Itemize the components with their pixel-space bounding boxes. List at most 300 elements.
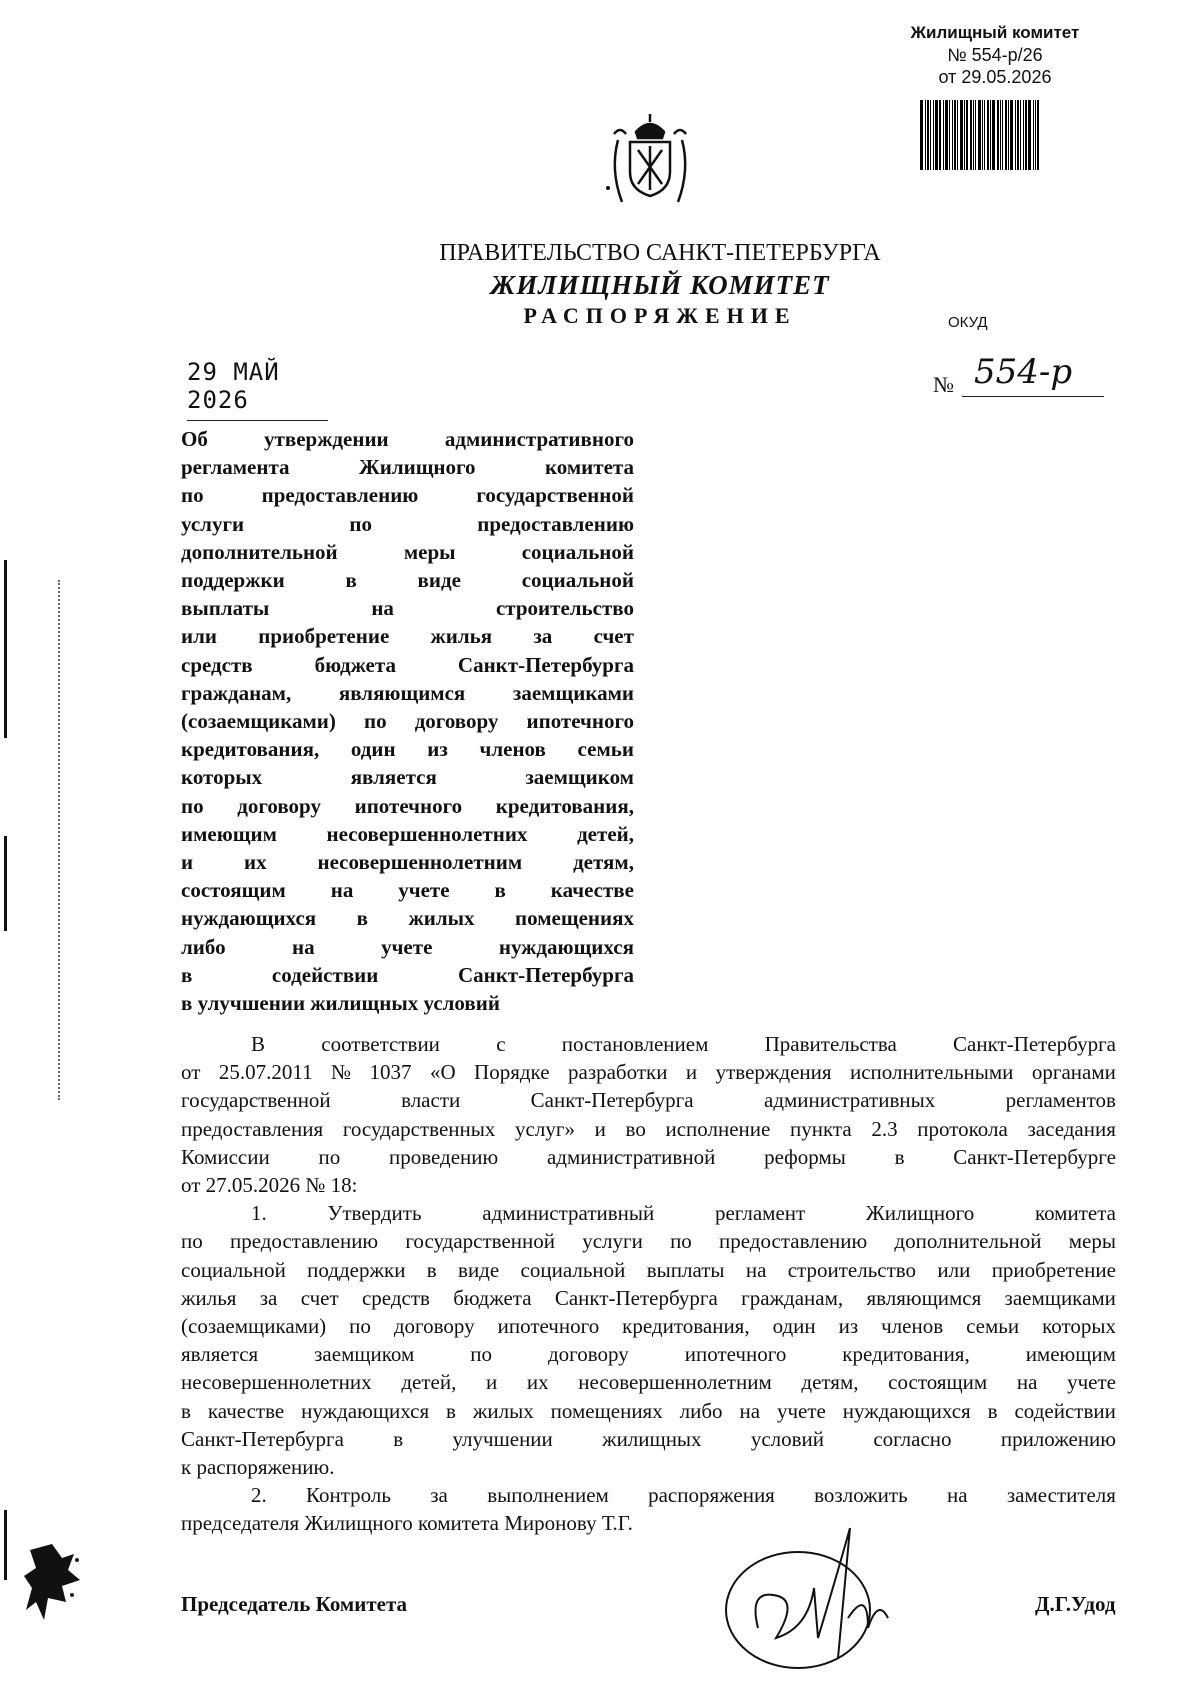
body-word: административный — [482, 1201, 655, 1226]
registration-stamp — [880, 22, 1110, 88]
body-word: в — [987, 1398, 998, 1423]
title-word: являющимся — [338, 680, 466, 705]
body-word: виде — [458, 1257, 500, 1282]
title-word: приобретение — [258, 624, 390, 649]
body-word: Порядке — [474, 1060, 550, 1085]
title-word: (созаемщиками) — [181, 709, 336, 734]
title-word: или — [181, 624, 217, 649]
title-word: несовершеннолетних — [326, 821, 528, 846]
title-word: помещениях — [515, 906, 634, 931]
title-word: заемщиками — [512, 680, 634, 705]
barcode-bar — [943, 100, 944, 170]
government-heading: ПРАВИТЕЛЬСТВО САНКТ-ПЕТЕРБУРГА — [439, 240, 881, 266]
title-word: в — [494, 878, 506, 903]
body-word: «О — [429, 1060, 456, 1085]
body-word: меры — [1068, 1229, 1116, 1254]
title-word: в — [345, 568, 357, 593]
body-line — [181, 1030, 1116, 1058]
body-word: исполнение — [665, 1116, 771, 1141]
barcode-bar — [1010, 100, 1013, 170]
body-line — [181, 1086, 1116, 1114]
document-title — [181, 425, 634, 1017]
body-word: заместителя — [1006, 1483, 1116, 1508]
barcode-bar — [1017, 100, 1019, 170]
body-word: за — [430, 1483, 448, 1508]
body-word: пункта — [790, 1116, 852, 1141]
coat-of-arms-icon — [600, 110, 700, 210]
body-word: в — [894, 1144, 905, 1169]
title-word: поддержки — [181, 568, 285, 593]
title-word: Об — [181, 427, 208, 451]
body-word: средств — [361, 1285, 430, 1310]
body-word: Санкт-Петербурга — [953, 1032, 1116, 1056]
body-word: состоящим — [888, 1370, 988, 1395]
body-line — [181, 1425, 1116, 1453]
barcode-bar — [987, 100, 989, 170]
body-word: качестве — [207, 1398, 285, 1423]
barcode-bar — [1037, 100, 1039, 170]
title-word: ипотечного — [526, 709, 634, 734]
scan-edge-line — [4, 836, 7, 931]
body-word: выполнением — [487, 1483, 609, 1508]
signatory-position: Председатель Комитета — [181, 1592, 408, 1616]
barcode-bar — [945, 100, 948, 170]
barcode-bar — [964, 100, 965, 170]
body-word: предоставлению — [719, 1229, 868, 1254]
body-word: кредитования, — [622, 1314, 750, 1339]
barcode-bar — [992, 100, 995, 170]
body-word: согласно — [873, 1426, 952, 1451]
handwritten-signature — [718, 1518, 918, 1678]
title-word: в — [181, 962, 193, 987]
title-line — [181, 735, 634, 763]
barcode-bar — [978, 100, 981, 170]
body-word: несовершеннолетних — [181, 1370, 372, 1395]
body-line — [181, 1143, 1116, 1171]
barcode-bar — [949, 100, 950, 170]
title-line — [181, 763, 634, 791]
barcode-bar — [933, 100, 934, 170]
title-word: в — [356, 906, 368, 931]
body-word: помещениях — [550, 1398, 663, 1423]
body-word: договору — [393, 1314, 475, 1339]
title-line — [181, 961, 634, 989]
title-word: Санкт-Петербурга — [457, 962, 634, 987]
title-word: в улучшении жилищных условий — [181, 991, 500, 1016]
title-word: гражданам, — [181, 680, 292, 705]
barcode-bar — [990, 100, 991, 170]
title-word: имеющим — [181, 821, 277, 846]
barcode-bar — [920, 100, 923, 170]
barcode-bar — [1005, 100, 1007, 170]
body-word: предоставлению — [229, 1229, 379, 1254]
title-word: по — [181, 793, 204, 818]
body-word: бюджета — [453, 1285, 532, 1310]
body-word: председателя Жилищного комитета Миронову Т.Г. — [181, 1511, 633, 1536]
body-word: протокола — [917, 1116, 1008, 1141]
body-word: по — [181, 1229, 203, 1254]
body-word: гражданам, — [741, 1285, 844, 1310]
body-word: либо — [679, 1398, 723, 1423]
body-word: регламент — [714, 1201, 806, 1226]
scan-edge-line — [4, 560, 7, 738]
title-word: за — [533, 624, 553, 649]
title-word: из — [427, 737, 448, 762]
body-word: учете — [1067, 1370, 1116, 1395]
body-word: Санкт-Петербурга — [530, 1088, 694, 1113]
body-word: заемщиком — [314, 1342, 415, 1367]
barcode-bar — [925, 100, 926, 170]
body-word: являющимся — [866, 1285, 982, 1310]
body-word: счет — [300, 1285, 339, 1310]
body-word: жилых — [472, 1398, 534, 1423]
body-line — [181, 1115, 1116, 1143]
barcode-bar — [1000, 100, 1001, 170]
body-word: из — [838, 1314, 859, 1339]
body-word: (созаемщиками) — [181, 1314, 327, 1339]
title-word: предоставлению — [261, 483, 419, 508]
scan-edge-line — [4, 1510, 7, 1580]
title-word: на — [330, 878, 354, 903]
title-word: является — [350, 765, 437, 790]
title-word: на — [292, 934, 315, 959]
body-word: 2. — [251, 1483, 267, 1508]
body-word: по — [670, 1229, 692, 1254]
title-word: комитета — [544, 455, 634, 480]
title-word: качестве — [550, 878, 634, 903]
body-word: 25.07.2011 — [218, 1060, 313, 1085]
body-word: государственной — [181, 1088, 331, 1113]
title-word: один — [350, 737, 396, 762]
barcode-bar — [939, 100, 941, 170]
title-line — [181, 933, 634, 961]
title-line — [181, 792, 634, 820]
body-word: разработки — [568, 1060, 668, 1085]
barcode-bar — [984, 100, 985, 170]
body-word: детей, — [401, 1370, 457, 1395]
body-word: Санкт-Петербурга — [181, 1426, 344, 1451]
title-word: по — [349, 511, 372, 536]
body-word: строительство — [787, 1257, 917, 1282]
body-line — [181, 1284, 1116, 1312]
body-line — [181, 1199, 1116, 1227]
body-word: на — [745, 1257, 767, 1282]
body-word: 1037 — [369, 1060, 412, 1085]
title-line — [181, 707, 634, 735]
body-word: государственных — [342, 1116, 496, 1141]
title-line — [181, 594, 634, 622]
title-word: жилья — [430, 624, 493, 649]
barcode-bar — [1002, 100, 1003, 170]
body-word: № — [331, 1060, 352, 1085]
stamp-date: от 29.05.2026 — [938, 67, 1052, 87]
body-word: и — [685, 1060, 698, 1085]
title-line — [181, 538, 634, 566]
title-word: бюджета — [314, 652, 396, 677]
document-number: 554-р — [962, 352, 1104, 397]
scan-blot — [22, 1540, 84, 1625]
body-word: соответствии — [321, 1032, 440, 1056]
body-word: в — [181, 1398, 191, 1423]
body-word: один — [772, 1314, 816, 1339]
title-word: ипотечного — [354, 793, 463, 818]
body-word: 2.3 — [871, 1116, 898, 1141]
barcode-bar — [997, 100, 999, 170]
body-word: членов — [881, 1314, 944, 1339]
barcode-bar — [1025, 100, 1027, 170]
body-line — [181, 1312, 1116, 1340]
body-word: детям, — [801, 1370, 859, 1395]
title-word: меры — [403, 539, 456, 564]
body-word: приобретение — [991, 1257, 1116, 1282]
barcode-bar — [970, 100, 972, 170]
body-word: на — [1016, 1370, 1038, 1395]
document-date: 29 МАЙ 2026 — [187, 358, 328, 421]
barcode-bar — [957, 100, 958, 170]
body-word: комитета — [1034, 1201, 1116, 1226]
title-word: нуждающихся — [498, 934, 634, 959]
body-word: услуги — [582, 1229, 643, 1254]
title-word: социальной — [521, 568, 634, 593]
body-word: кредитования, — [842, 1342, 970, 1367]
body-word: к распоряжению. — [181, 1455, 335, 1480]
body-word: договору — [548, 1342, 629, 1367]
barcode-bar — [1033, 100, 1034, 170]
body-word: регламентов — [1005, 1088, 1116, 1113]
body-line — [181, 1340, 1116, 1368]
title-line — [181, 481, 634, 509]
title-word: по — [181, 483, 204, 508]
title-word: утверждении — [264, 427, 389, 451]
body-word: является — [181, 1342, 259, 1367]
title-word: учете — [398, 878, 450, 903]
title-word: регламента — [181, 455, 290, 480]
committee-heading: ЖИЛИЩНЫЙ КОМИТЕТ — [490, 270, 830, 300]
stamp-number: № 554-р/26 — [947, 45, 1043, 65]
title-word: административного — [444, 427, 634, 451]
title-line — [181, 566, 634, 594]
body-word: и — [485, 1370, 498, 1395]
body-line — [181, 1256, 1116, 1284]
body-word: власти — [401, 1088, 461, 1113]
body-word: или — [937, 1257, 971, 1282]
body-word: распоряжения — [648, 1483, 775, 1508]
title-word: заемщиком — [525, 765, 634, 790]
title-word: на — [371, 596, 394, 621]
body-word: по — [470, 1342, 493, 1367]
barcode-bar — [1020, 100, 1021, 170]
body-word: проведению — [388, 1144, 499, 1169]
body-word: семьи — [966, 1314, 1020, 1339]
title-word: строительство — [495, 596, 634, 621]
body-word: улучшении — [452, 1426, 553, 1451]
title-line — [181, 651, 634, 679]
body-word: реформы — [764, 1144, 846, 1169]
title-word: жилых — [408, 906, 475, 931]
body-word: учете — [776, 1398, 826, 1423]
title-word: предоставлению — [477, 511, 634, 536]
title-word: семьи — [577, 737, 634, 762]
title-line — [181, 453, 634, 481]
barcode-bar — [982, 100, 983, 170]
body-word: утверждения — [715, 1060, 832, 1085]
barcode-bar — [952, 100, 953, 170]
body-line — [181, 1509, 1116, 1537]
title-line — [181, 510, 634, 538]
body-word: 1. — [251, 1201, 267, 1226]
title-word: договору — [414, 709, 499, 734]
body-word: услуг» — [515, 1116, 575, 1141]
body-word: по — [349, 1314, 371, 1339]
body-word: постановлением — [561, 1032, 709, 1056]
title-line — [181, 425, 634, 453]
title-word: состоящим — [181, 878, 286, 903]
body-word: содействии — [1014, 1398, 1116, 1423]
title-line — [181, 876, 634, 904]
body-word: в — [393, 1426, 404, 1451]
body-line — [181, 1171, 1116, 1199]
title-word: договору — [237, 793, 321, 818]
body-word: Санкт-Петербурге — [953, 1144, 1116, 1169]
title-word: услуги — [181, 511, 245, 536]
title-word: учете — [381, 934, 433, 959]
body-word: на — [946, 1483, 968, 1508]
barcode-icon — [920, 100, 1070, 170]
title-word: виде — [417, 568, 461, 593]
body-word: на — [739, 1398, 761, 1423]
body-line — [181, 1368, 1116, 1396]
title-word: содействии — [271, 962, 379, 987]
title-line — [181, 989, 634, 1017]
title-word: детей, — [577, 821, 634, 846]
body-word: предоставления — [181, 1116, 324, 1141]
body-line — [181, 1453, 1116, 1481]
barcode-bar — [1035, 100, 1036, 170]
body-word: административных — [764, 1088, 936, 1113]
title-line — [181, 622, 634, 650]
body-word: которых — [1042, 1314, 1116, 1339]
title-word: государственной — [476, 483, 634, 508]
body-word: заседания — [1027, 1116, 1116, 1141]
title-word: средств — [181, 652, 253, 677]
body-line — [181, 1397, 1116, 1425]
document-type: РАСПОРЯЖЕНИЕ — [523, 303, 797, 328]
body-line — [181, 1058, 1116, 1086]
body-word: от — [181, 1060, 201, 1085]
title-word: счет — [593, 624, 634, 649]
body-word: возложить — [814, 1483, 908, 1508]
title-line — [181, 679, 634, 707]
body-word: имеющим — [1025, 1342, 1116, 1367]
body-word: социальной — [520, 1257, 626, 1282]
title-word: по — [363, 709, 387, 734]
signatory-name: Д.Г.Удод — [1035, 1592, 1116, 1616]
barcode-bar — [954, 100, 956, 170]
body-word: Комиссии — [181, 1144, 270, 1169]
barcode-bar — [1023, 100, 1024, 170]
body-word: жилищных — [602, 1426, 702, 1451]
title-word: нуждающихся — [181, 906, 317, 931]
body-word: за — [259, 1285, 278, 1310]
body-word: Санкт-Петербурга — [554, 1285, 718, 1310]
barcode-bar — [927, 100, 929, 170]
body-line — [181, 1227, 1116, 1255]
body-word: ипотечного — [497, 1314, 600, 1339]
title-word: либо — [181, 934, 226, 959]
body-word: государственной — [405, 1229, 555, 1254]
body-word: в — [446, 1398, 456, 1423]
title-word: детям, — [573, 850, 634, 875]
body-word: с — [496, 1032, 506, 1056]
title-word: социальной — [521, 539, 634, 564]
title-word: кредитования, — [495, 793, 634, 818]
barcode-bar — [930, 100, 931, 170]
number-label: № — [933, 372, 954, 397]
title-word: которых — [181, 765, 263, 790]
body-word: Контроль — [306, 1483, 391, 1508]
body-word: выплаты — [646, 1257, 725, 1282]
barcode-bar — [960, 100, 963, 170]
body-word: и — [594, 1116, 606, 1141]
okud-label: ОКУД — [948, 314, 988, 331]
title-line — [181, 820, 634, 848]
body-word: Утвердить — [327, 1201, 422, 1226]
body-word: социальной — [181, 1257, 286, 1282]
body-word: несовершеннолетним — [578, 1370, 772, 1395]
barcode-bar — [973, 100, 974, 170]
body-word: поддержки — [307, 1257, 406, 1282]
title-word: Санкт-Петербурга — [457, 652, 634, 677]
body-word: условий — [750, 1426, 825, 1451]
title-word: Жилищного — [358, 455, 476, 480]
body-word: Правительства — [764, 1032, 897, 1056]
title-word: членов — [479, 737, 546, 762]
body-word: во — [625, 1116, 646, 1141]
body-word: от 27.05.2026 № 18: — [181, 1173, 358, 1198]
title-word: несовершеннолетним — [317, 850, 523, 875]
barcode-bar — [966, 100, 968, 170]
body-word: заемщиками — [1004, 1285, 1116, 1310]
scan-speckle — [58, 580, 64, 1100]
body-word: дополнительной — [894, 1229, 1042, 1254]
barcode-bar — [1015, 100, 1016, 170]
document-body — [181, 1030, 1116, 1538]
body-word: их — [526, 1370, 549, 1395]
body-word: Жилищного — [865, 1201, 975, 1226]
title-word: выплаты — [181, 596, 270, 621]
title-line — [181, 904, 634, 932]
title-word: их — [243, 850, 267, 875]
body-word: нуждающихся — [842, 1398, 971, 1423]
title-line — [181, 848, 634, 876]
body-word: по — [318, 1144, 341, 1169]
body-word: жилья — [181, 1285, 237, 1310]
body-word: органами — [1031, 1060, 1116, 1085]
body-word: ипотечного — [684, 1342, 787, 1367]
body-word: административной — [546, 1144, 716, 1169]
title-word: и — [181, 850, 194, 875]
barcode-bar — [1008, 100, 1009, 170]
stamp-org: Жилищный комитет — [910, 23, 1080, 42]
title-word: дополнительной — [181, 539, 338, 564]
body-line — [181, 1481, 1116, 1509]
body-word: исполнительными — [849, 1060, 1014, 1085]
barcode-bar — [975, 100, 976, 170]
body-word: В — [251, 1032, 266, 1056]
body-word: приложению — [1000, 1426, 1116, 1451]
body-word: в — [426, 1257, 437, 1282]
title-word: кредитования, — [181, 737, 320, 762]
